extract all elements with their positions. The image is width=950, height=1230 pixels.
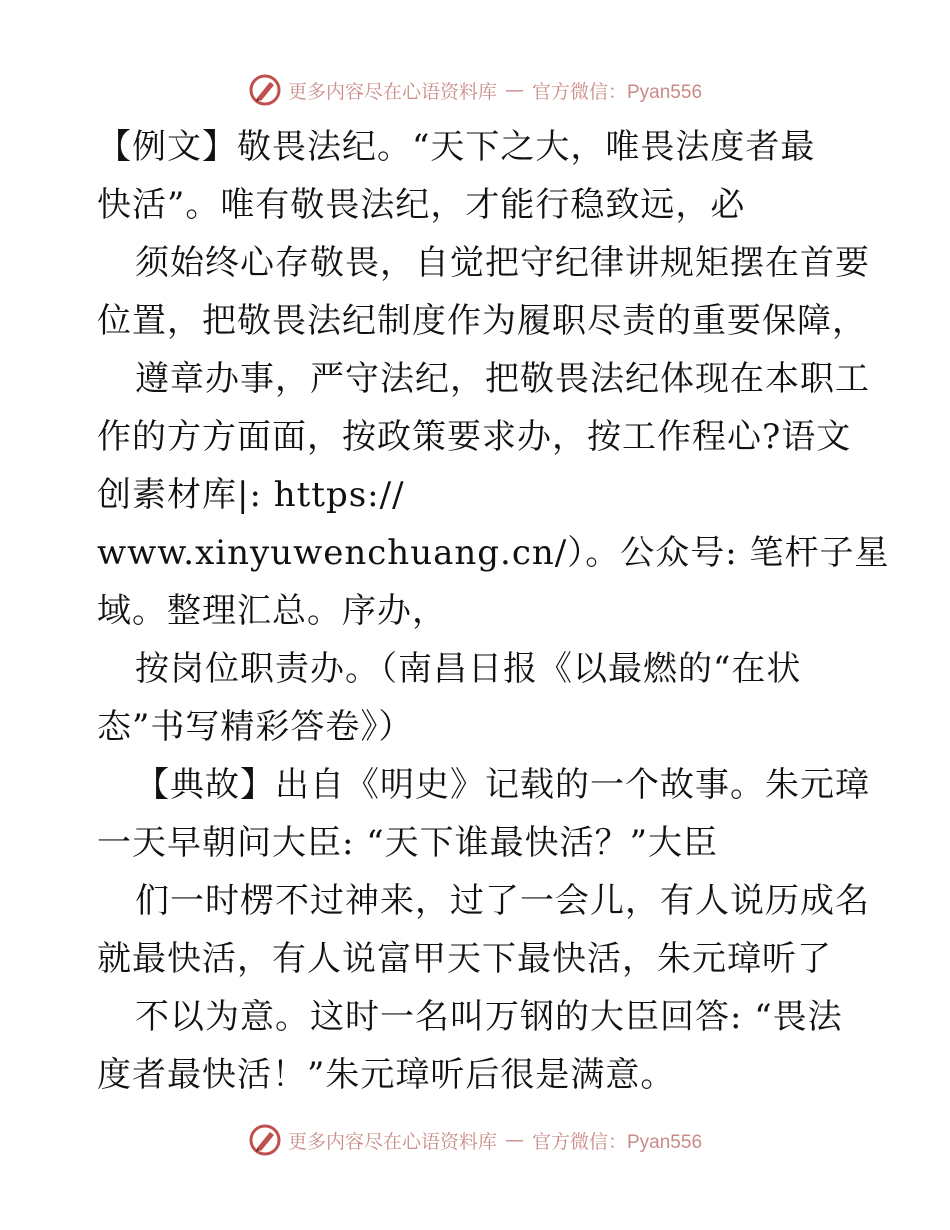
- text-line: 快活”。唯有敬畏法纪，才能行稳致远，必: [97, 185, 746, 225]
- text-line: 位置，把敬畏法纪制度作为履职尽责的重要保障，: [97, 301, 867, 341]
- watermark-wechat: 官方微信：Pyan556: [532, 1131, 703, 1153]
- watermark-separator: —: [505, 1129, 524, 1151]
- text-line: 遵章办事，严守法纪，把敬畏法纪体现在本职工: [135, 359, 870, 399]
- text-line: 不以为意。这时一名叫万钢的大臣回答: “畏法: [135, 997, 843, 1037]
- text-line: 【典故】出自《明史》记载的一个故事。朱元璋: [135, 765, 870, 805]
- text-line: 域。整理汇总。序办，: [97, 591, 447, 631]
- text-line: 须始终心存敬畏，自觉把守纪律讲规矩摆在首要: [135, 243, 870, 283]
- text-line: 【例文】敬畏法纪。“天下之大，唯畏法度者最: [97, 127, 816, 167]
- text-line: 创素材库|: https://: [97, 475, 405, 515]
- pen-logo-icon: [248, 73, 282, 107]
- text-line: 态”书写精彩答卷》）: [97, 707, 414, 747]
- document-body: [97, 118, 890, 1104]
- pen-logo-icon: [248, 1123, 282, 1157]
- text-line: 按岗位职责办。（南昌日报《以最燃的“在状: [135, 649, 802, 689]
- text-line: 作的方方面面，按政策要求办，按工作程心?语文: [97, 417, 852, 457]
- watermark-text: 更多内容尽在心语资料库: [287, 80, 497, 103]
- watermark-text: 更多内容尽在心语资料库: [287, 1130, 497, 1153]
- text-line: 度者最快活！”朱元璋听后很是满意。: [97, 1055, 676, 1095]
- watermark-separator: —: [505, 79, 524, 101]
- text-line: 一天早朝问大臣: “天下谁最快活？”大臣: [97, 823, 719, 863]
- watermark-wechat: 官方微信：Pyan556: [532, 81, 703, 103]
- text-line: 们一时楞不过神来，过了一会儿，有人说历成名: [135, 881, 870, 921]
- text-line: www.xinyuwenchuang.cn/）。公众号: 笔杆子星: [97, 533, 890, 573]
- header-watermark-banner: [0, 70, 950, 110]
- footer-watermark-banner: [0, 1120, 950, 1160]
- text-line: 就最快活，有人说富甲天下最快活，朱元璋听了: [97, 939, 832, 979]
